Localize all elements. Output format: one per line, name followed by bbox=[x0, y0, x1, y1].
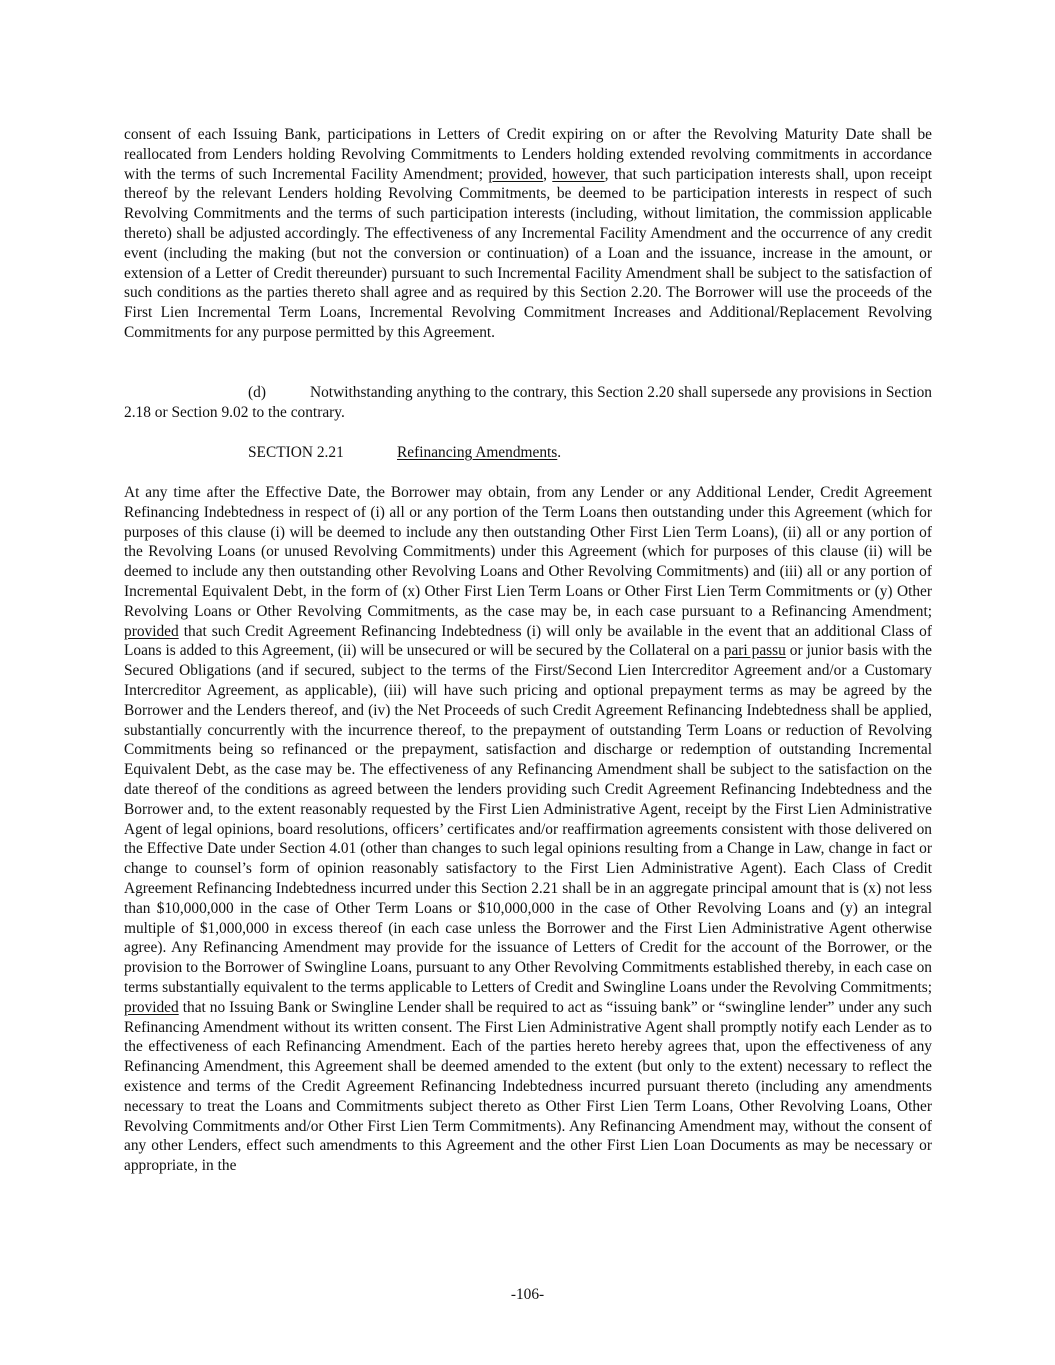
section-title: Refinancing Amendments bbox=[397, 444, 558, 461]
underlined-term-provided: provided bbox=[124, 998, 179, 1016]
paragraph-refinancing bbox=[124, 483, 932, 1176]
text-run: or junior basis with the Secured Obligations (and if secured, subject to the terms of the First/Second Lien Intercreditor Agreement and/or a Customary Intercreditor Agreement, as applicable), (iii) will have such pricing and optional prepayment terms as may be agreed by the Borrower and the Lenders thereof, and (iv) the Net Proceeds of such Credit Agreement Refinancing Indebtedness shall be applied, substantially concurrently with the incurrence thereof, to the prepayment of outstanding Term Loans or reduction of Revolving Commitments being so refinanced or the prepayment, satisfaction and discharge or redemption of outstanding Incremental Equivalent Debt, as the case may be. The effectiveness of any Refinancing Amendment shall be subject to the satisfaction on the date thereof of the conditions as agreed between the lenders providing such Credit Agreement Refinancing Indebtedness and the Borrower and, to the extent reasonably requested by the First Lien Administrative Agent, receipt by the First Lien Administrative Agent of legal opinions, board resolutions, officers’ certificates and/or reaffirmation agreements consistent with those delivered on the Effective Date under Section 4.01 (other than changes to such legal opinions resulting from a Change in Law, change in fact or change to counsel’s form of opinion reasonably satisfactory to the First Lien Administrative Agent). Each Class of Credit Agreement Refinancing Indebtedness incurred under this Section 2.21 shall be in an aggregate principal amount that is (x) not less than $10,000,000 in the case of Other Term Loans or $10,000,000 in the case of Other Revolving Loans and (y) an integral multiple of $1,000,000 in excess thereof (in each case unless the Borrower and the First Lien Administrative Agent otherwise agree). Any Refinancing Amendment may provide for the issuance of Letters of Credit for the account of the Borrower, or the provision to the Borrower of Swingline Loans, pursuant to any Other Revolving Commitments established thereby, in each case on terms substantially equivalent to the terms applicable to Letters of Credit and Swingline Loans under the Revolving Commitments; bbox=[124, 642, 932, 996]
underlined-term-provided: provided bbox=[124, 622, 179, 640]
text-run: that no Issuing Bank or Swingline Lender shall be required to act as “issuing bank” or “swingline lender” under any such Refinancing Amendment without its written consent. The First Lien Administrative Agent shall promptly notify each Lender as to the effectiveness of each Refinancing Amendment. Each of the parties hereto hereby agrees that, upon the effectiveness of any Refinancing Amendment, this Agreement shall be deemed amended to the extent (but only to the extent) necessary to reflect the existence and terms of the Credit Agreement Refinancing Indebtedness incurred pursuant thereto (including any amendments necessary to treat the Loans and Commitments subject thereto as Other First Lien Term Loans, Other Revolving Loans, Other Revolving Commitments and/or Other First Lien Term Commitments). Any Refinancing Amendment may, without the consent of any other Lenders, effect such amendments to this Agreement and the other First Lien Loan Documents as may be necessary or appropriate, in the bbox=[124, 998, 932, 1175]
underlined-term-provided: provided bbox=[488, 165, 544, 183]
section-number: SECTION 2.21 bbox=[248, 444, 344, 461]
text-run: Notwithstanding anything to the contrary, this Section 2.20 shall supersede any provisions in Section 2.18 or Section 9.02 to the contrary. bbox=[124, 384, 932, 421]
text-run: consent of each Issuing Bank, participations in Letters of Credit expiring on or after the Revolving Maturity Date shall be reallocated from Lenders holding Revolving Commitments to Lenders holding extended revolving commitments in accordance with the terms of such Incremental Facility Amendment; bbox=[124, 126, 932, 183]
heading-period: . bbox=[557, 444, 562, 461]
underlined-term-pari-passu: pari passu bbox=[723, 642, 786, 660]
paragraph-continuation bbox=[124, 125, 932, 343]
underlined-term-however: however bbox=[552, 165, 605, 183]
paragraph-d bbox=[124, 383, 932, 423]
clause-number: (d) bbox=[248, 384, 266, 401]
text-run: that such Credit Agreement Refinancing Indebtedness (i) will only be available in the event that an additional Class of Loans is added to this Agreement, (ii) will be unsecured or will be secured by the Collateral on a bbox=[124, 622, 932, 660]
section-heading bbox=[248, 443, 561, 463]
text-run: , bbox=[543, 165, 553, 183]
page-number: -106- bbox=[510, 1286, 545, 1303]
text-run: , that such participation interests shall, upon receipt thereof by the relevant Lenders holding Revolving Commitments, be deemed to be participation interests in respect of such Revolving Commitments and the terms of such participation interests (including, without limitation, the commission applicable thereto) shall be adjusted accordingly. The effectiveness of any Incremental Facility Amendment and the occurrence of any credit event (including the making (but not the conversion or continuation) of a Loan and the issuance, increase in the amount, or extension of a Letter of Credit thereunder) pursuant to such Incremental Facility Amendment shall be subject to the satisfaction of such conditions as the parties thereto shall agree and as required by this Section 2.20. The Borrower will use the proceeds of the First Lien Incremental Term Loans, Incremental Revolving Commitment Increases and Additional/Replacement Revolving Commitments for any purpose permitted by this Agreement. bbox=[124, 165, 932, 341]
text-run: At any time after the Effective Date, the Borrower may obtain, from any Lender or any Additional Lender, Credit Agreement Refinancing Indebtedness in respect of (i) all or any portion of the Term Loans then outstanding under this Agreement (which for purposes of this clause (i) will be deemed to include any then outstanding Other First Lien Term Loans), (ii) all or any portion of the Revolving Loans (or unused Revolving Commitments) under this Agreement (which for purposes of this clause (ii) will be deemed to include any then outstanding other Revolving Loans and Other Revolving Commitments) and (iii) all or any portion of Incremental Equivalent Debt, in the form of (x) Other First Lien Term Loans or Other First Lien Term Commitments or (y) Other Revolving Loans or Other Revolving Commitments, as the case may be, in each case pursuant to a Refinancing Amendment; bbox=[124, 484, 932, 620]
